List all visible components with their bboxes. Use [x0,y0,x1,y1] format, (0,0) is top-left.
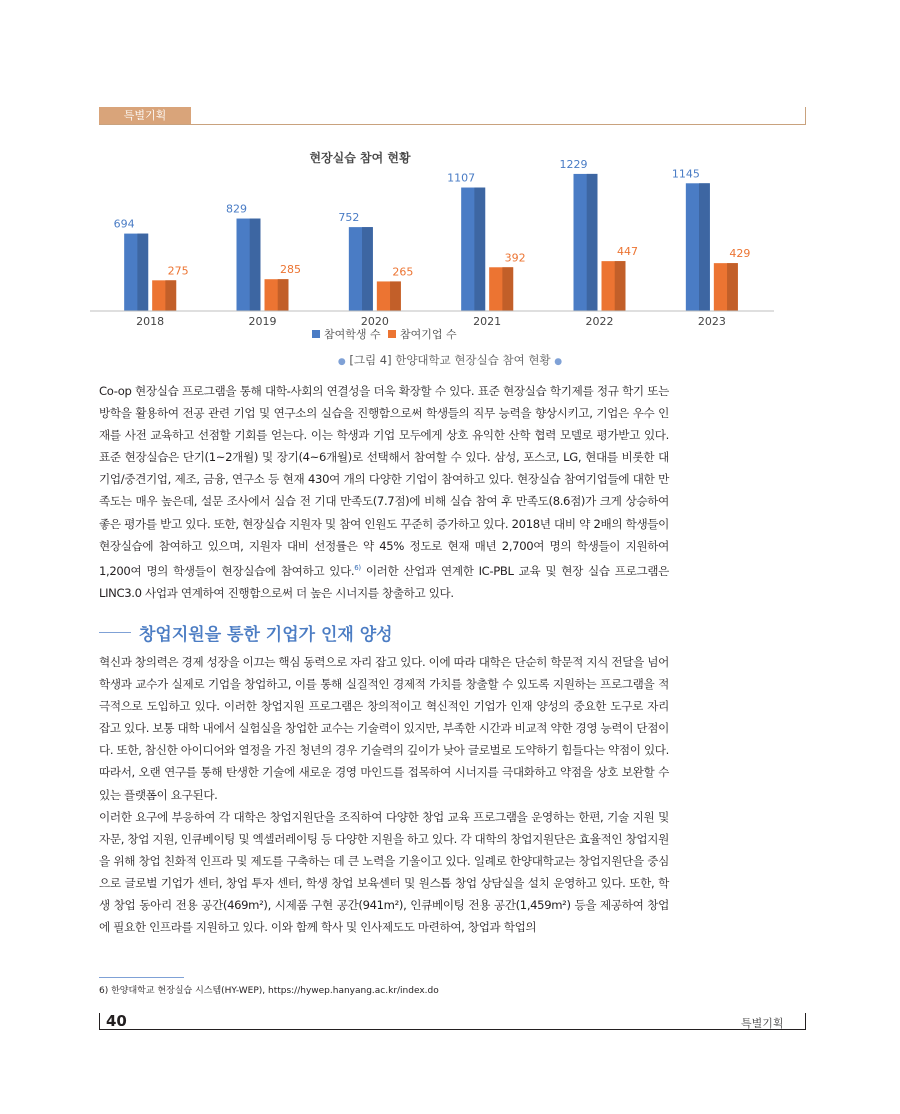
legend-label: 참여학생 수 [324,328,381,341]
paragraph-text: Co-op 현장실습 프로그램을 통해 대학-사회의 연결성을 더욱 확장할 수 있다. 표준 현장실습 학기제를 정규 학기 또는 방학을 활용하여 전공 관련 기업 및 연구소의 실습을 진행함으로써 학생들의 직무 능력을 향상시키고, 기업은 우수 인재를 사전 교육하고 선점할 기회를 얻는다. 이는 학생과 기업 모두에게 상호 유익한 산학 협력 모델로 평가받고 있다. 표준 현장실습은 단기(1~2개월) 및 장기(4~6개월)로 선택해서 참여할 수 있다. 삼성, 포스코, LG, 현대를 비롯한 대기업/중견기업, 제조, 금융, 연구소 등 현재 430여 개의 다양한 기업이 참여하고 있다. 현장실습 참여기업들에 대한 만족도는 매우 높은데, 설문 조사에서 실습 전 기대 만족도(7.7점)에 비해 실습 참여 후 만족도(8.6점)가 크게 상승하여 좋은 평가를 받고 있다. 또한, 현장실습 지원자 및 참여 인원도 꾸준히 증가하고 있다. 2018년 대비 약 2배의 학생들이 현장실습에 참여하고 있으며, 지원자 대비 선정률은 약 45% 정도로 현재 매년 2,700여 명의 학생들이 지원하여 1,200여 명의 학생들이 현장실습에 참여하고 있다. [99,384,669,578]
paragraph-text-tail: 이러한 산업과 연계한 IC-PBL 교육 및 현장 실습 프로그램은 LINC3.0 사업과 연계하여 진행함으로써 더 높은 시너지를 창출하고 있다. [99,563,669,600]
data-label: 829 [226,202,247,216]
x-tick-label: 2022 [585,315,614,328]
data-label: 265 [392,265,414,279]
data-label: 1229 [559,157,588,171]
bar-shade [502,267,513,311]
figure-caption [0,352,900,368]
data-label: 275 [167,264,189,278]
bullet-icon: ● [554,357,563,367]
data-label: 1107 [447,171,476,185]
footer-divider-left [99,1013,100,1030]
data-label: 285 [280,263,301,277]
bar-shade [699,183,710,311]
footnote-rule [99,977,184,978]
footer-divider-right [805,1013,806,1030]
x-tick-label: 2019 [248,315,277,328]
body-paragraph-1 [99,380,669,604]
footnote: 6) 한양대학교 현장실습 시스템(HY-WEP), https://hywep.hanyang.ac.kr/index.do [99,986,439,996]
section-tab: 특별기획 [99,107,191,125]
x-tick-label: 2021 [473,315,502,328]
bar-shade [165,280,176,311]
participation-bar-chart [90,148,810,350]
footnote-ref[interactable]: 6) [354,563,361,572]
bullet-icon: ● [337,357,346,367]
data-label: 694 [113,217,135,231]
section-rule [99,632,131,633]
bar-shade [362,227,373,311]
bar-shade [390,281,401,311]
header-divider [805,107,806,125]
figure-caption-text: [그림 4] 한양대학교 현장실습 참여 현황 [349,353,551,367]
data-label: 752 [338,211,360,225]
legend-label: 참여기업 수 [400,328,457,341]
x-tick-label: 2020 [360,315,389,328]
header-rule [99,124,805,125]
body-paragraph-2: 혁신과 창의력은 경제 성장을 이끄는 핵심 동력으로 자리 잡고 있다. 이에 따라 대학은 단순히 학문적 지식 전달을 넘어 학생과 교수가 실제로 기업을 창업하고, 이를 통해 실질적인 경제적 가치를 창출할 수 있도록 지원하는 프로그램을 적극적으로 도입하고 있다. 이러한 창업지원 프로그램은 창의적이고 혁신적인 기업가 인재 양성의 중요한 도구로 자리 잡고 있다. 보통 대학 내에서 실험실을 창업한 교수는 기술력이 있지만, 부족한 시간과 비교적 약한 경영 능력이 단점이다. 또한, 참신한 아이디어와 열정을 가진 청년의 경우 기술력의 깊이가 낮아 글로벌로 도약하기 힘들다는 약점이 있다. 따라서, 오랜 연구를 통해 탄생한 기술에 새로운 경영 마인드를 접목하여 시너지를 극대화하고 약점을 상호 보완할 수 있는 플랫폼이 요구된다. [99,655,669,802]
data-label: 447 [617,245,638,259]
footer-rule [99,1029,806,1030]
data-label: 1145 [671,167,700,181]
bar-shade [278,279,289,311]
page-number: 40 [106,1012,127,1030]
footer-section-name: 특별기획 [741,1017,784,1030]
bar-shade [250,219,261,311]
bar-shade [137,234,148,311]
x-tick-label: 2018 [136,315,165,328]
legend-swatch [312,330,320,338]
section-heading: 창업지원을 통한 기업가 인재 양성 [139,625,393,645]
body-paragraph-3: 이러한 요구에 부응하여 각 대학은 창업지원단을 조직하여 다양한 창업 교육 프로그램을 운영하는 한편, 기술 지원 및 자문, 창업 지원, 인큐베이팅 및 엑셀러레이팅 등 다양한 지원을 하고 있다. 각 대학의 창업지원단은 효율적인 창업지원을 위해 창업 친화적 인프라 및 제도를 구축하는 데 큰 노력을 기울이고 있다. 일례로 한양대학교는 창업지원단을 중심으로 글로벌 기업가 센터, 창업 투자 센터, 학생 창업 보육센터 및 원스톱 창업 상담실을 설치 운영하고 있다. 또한, 학생 창업 동아리 전용 공간(469m²), 시제품 구현 공간(941m²), 인큐베이팅 전용 공간(1,459m²) 등을 제공하여 창업에 필요한 인프라를 지원하고 있다. 이와 함께 학사 및 인사제도도 마련하여, 창업과 학업의 [99,810,669,935]
x-tick-label: 2023 [697,315,726,328]
chart-title: 현장실습 참여 현황 [309,151,411,165]
bar-shade [727,263,738,311]
data-label: 429 [729,247,751,261]
bar-shade [615,261,626,311]
data-label: 392 [504,251,526,265]
legend-swatch [388,330,396,338]
bar-shade [587,174,598,311]
bar-shade [474,188,485,311]
